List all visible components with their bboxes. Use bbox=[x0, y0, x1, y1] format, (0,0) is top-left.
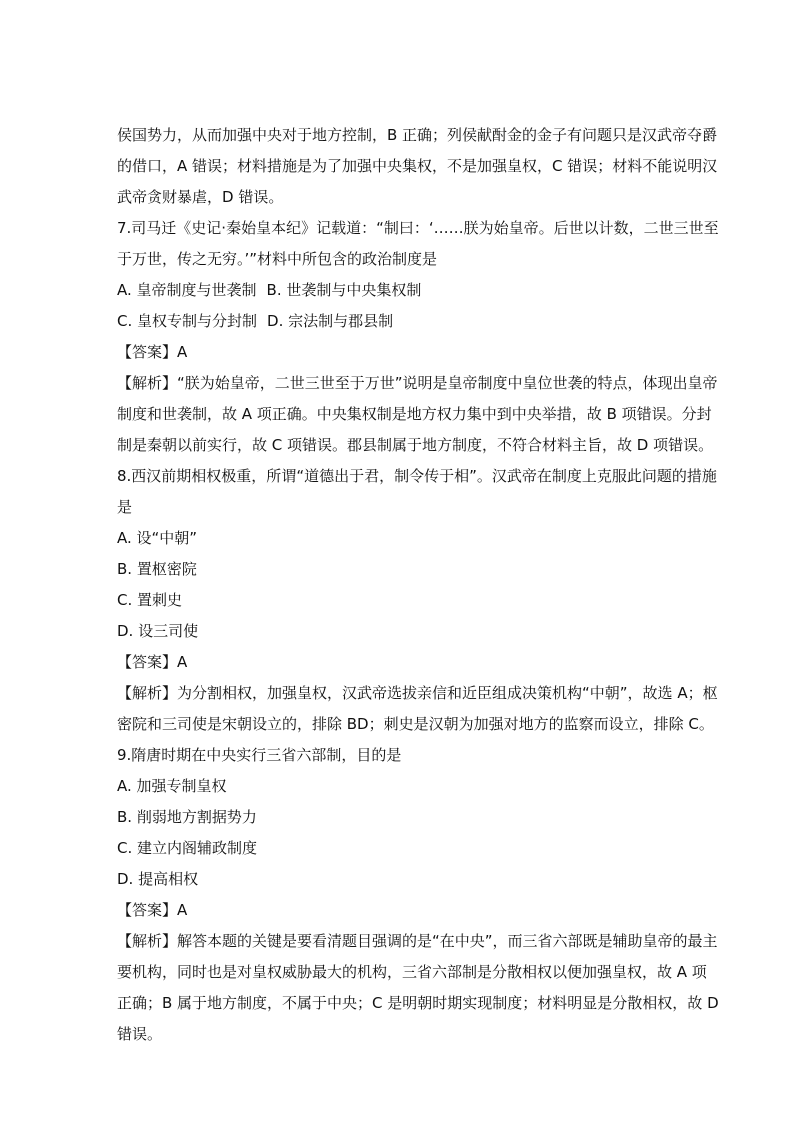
option-c: C. 建立内阁辅政制度 bbox=[117, 839, 258, 857]
option-a: A. 加强专制皇权 bbox=[117, 777, 227, 795]
question-7 bbox=[117, 213, 719, 461]
answer: 【答案】A bbox=[117, 343, 188, 361]
option-a: A. 皇帝制度与世袭制 bbox=[117, 281, 257, 299]
option-c: C. 置刺史 bbox=[117, 591, 183, 609]
explanation-line: 正确；B 属于地方制度，不属于中央；C 是明朝时期实现制度；材料明显是分散相权，故 D bbox=[117, 994, 719, 1012]
explanation-line: 制是秦朝以前实行，故 C 项错误。郡县制属于地方制度，不符合材料主旨，故 D 项错误。 bbox=[117, 436, 714, 454]
option-row bbox=[117, 306, 683, 337]
question-stem: 8.西汉前期相权极重，所谓“道德出于君，制令传于相”。汉武帝在制度上克服此问题的措施 bbox=[117, 467, 717, 485]
explanation-line: 错误。 bbox=[117, 1025, 163, 1043]
question-stem: 于万世，传之无穷。’”材料中所包含的政治制度是 bbox=[117, 250, 438, 268]
option-row bbox=[117, 275, 683, 306]
text-line: 侯国势力，从而加强中央对于地方控制，B 正确；列侯献酎金的金子有问题只是汉武帝夺爵 bbox=[117, 126, 718, 144]
text-line: 武帝贪财暴虐，D 错误。 bbox=[117, 188, 284, 206]
explanation-line: 【解析】为分割相权，加强皇权，汉武帝选拔亲信和近臣组成决策机构“中朝”，故选 A；枢 bbox=[117, 684, 718, 702]
text-line: 的借口，A 错误；材料措施是为了加强中央集权，不是加强皇权，C 错误；材料不能说明汉 bbox=[117, 157, 718, 175]
explanation-line: 【解析】解答本题的关键是要看清题目强调的是“在中央”，而三省六部既是辅助皇帝的最主 bbox=[117, 932, 718, 950]
explanation-line: 制度和世袭制，故 A 项正确。中央集权制是地方权力集中到中央举措，故 B 项错误。分封 bbox=[117, 405, 712, 423]
option-d: D. 宗法制与郡县制 bbox=[267, 312, 394, 330]
answer: 【答案】A bbox=[117, 901, 188, 919]
option-d: D. 提高相权 bbox=[117, 870, 199, 888]
option-d: D. 设三司使 bbox=[117, 622, 199, 640]
option-b: B. 削弱地方割据势力 bbox=[117, 808, 257, 826]
question-stem: 7.司马迁《史记·秦始皇本纪》记载道：“制曰：‘……朕为始皇帝。后世以计数，二世三世至 bbox=[117, 219, 719, 237]
answer: 【答案】A bbox=[117, 653, 188, 671]
explanation-line: 密院和三司使是宋朝设立的，排除 BD；刺史是汉朝为加强对地方的监察而设立，排除 C。 bbox=[117, 715, 714, 733]
question-stem: 9.隋唐时期在中央实行三省六部制，目的是 bbox=[117, 746, 402, 764]
option-b: B. 世袭制与中央集权制 bbox=[266, 281, 422, 299]
explanation-line: 要机构，同时也是对皇权威胁最大的机构，三省六部制是分散相权以便加强皇权，故 A 项 bbox=[117, 963, 707, 981]
question-8 bbox=[117, 461, 718, 740]
option-c: C. 皇权专制与分封制 bbox=[117, 312, 258, 330]
question-9 bbox=[117, 740, 719, 1050]
document-page bbox=[117, 120, 719, 1050]
question-stem: 是 bbox=[117, 498, 133, 516]
option-b: B. 置枢密院 bbox=[117, 560, 197, 578]
option-a: A. 设“中朝” bbox=[117, 529, 198, 547]
previous-explanation bbox=[117, 120, 718, 213]
explanation-line: 【解析】“朕为始皇帝，二世三世至于万世”说明是皇帝制度中皇位世袭的特点，体现出皇帝 bbox=[117, 374, 718, 392]
